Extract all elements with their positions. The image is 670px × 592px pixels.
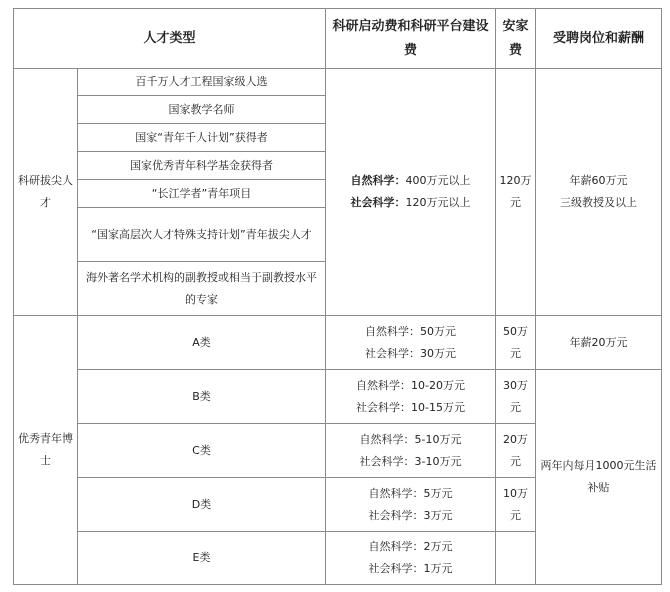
youth-salary: 年薪20万元 <box>536 316 662 370</box>
youth-fee: 自然科学：5-10万元 社会科学：3-10万元 <box>326 424 496 478</box>
youth-fee: 自然科学：10-20万元 社会科学：10-15万元 <box>326 370 496 424</box>
header-row <box>14 9 662 69</box>
category-research: 科研拔尖人才 <box>14 69 78 316</box>
research-item: 国家优秀青年科学基金获得者 <box>78 152 326 180</box>
youth-fee: 自然科学：50万元 社会科学：30万元 <box>326 316 496 370</box>
research-item: “长江学者”青年项目 <box>78 180 326 208</box>
category-youth: 优秀青年博士 <box>14 316 78 585</box>
youth-settle: 50万元 <box>496 316 536 370</box>
talent-policy-table <box>13 8 662 585</box>
research-item: “国家高层次人才特殊支持计划”青年拔尖人才 <box>78 208 326 262</box>
youth-subsidy: 两年内每月1000元生活补贴 <box>536 370 662 585</box>
youth-settle <box>496 532 536 585</box>
table-row <box>14 316 662 370</box>
research-salary: 年薪60万元 <box>569 174 628 187</box>
header-talent-type: 人才类型 <box>14 9 326 69</box>
youth-class: C类 <box>78 424 326 478</box>
youth-settle: 20万元 <box>496 424 536 478</box>
youth-class: A类 <box>78 316 326 370</box>
research-position <box>536 69 662 316</box>
youth-settle: 10万元 <box>496 478 536 532</box>
research-fee: 自然科学：400万元以上 社会科学：120万元以上 <box>326 69 496 316</box>
header-position: 受聘岗位和薪酬 <box>536 9 662 69</box>
research-item: 百千万人才工程国家级人选 <box>78 69 326 96</box>
research-item: 海外著名学术机构的副教授或相当于副教授水平的专家 <box>78 262 326 316</box>
youth-fee: 自然科学：2万元 社会科学：1万元 <box>326 532 496 585</box>
table-row <box>14 370 662 424</box>
research-settle: 120万元 <box>496 69 536 316</box>
youth-fee: 自然科学：5万元 社会科学：3万元 <box>326 478 496 532</box>
table-row <box>14 69 662 96</box>
research-item: 国家“青年千人计划”获得者 <box>78 124 326 152</box>
youth-class: D类 <box>78 478 326 532</box>
research-rank: 三级教授及以上 <box>560 196 638 209</box>
header-fee: 科研启动费和科研平台建设费 <box>326 9 496 69</box>
header-settle: 安家费 <box>496 9 536 69</box>
youth-class: B类 <box>78 370 326 424</box>
youth-class: E类 <box>78 532 326 585</box>
research-item: 国家教学名师 <box>78 96 326 124</box>
youth-settle: 30万元 <box>496 370 536 424</box>
